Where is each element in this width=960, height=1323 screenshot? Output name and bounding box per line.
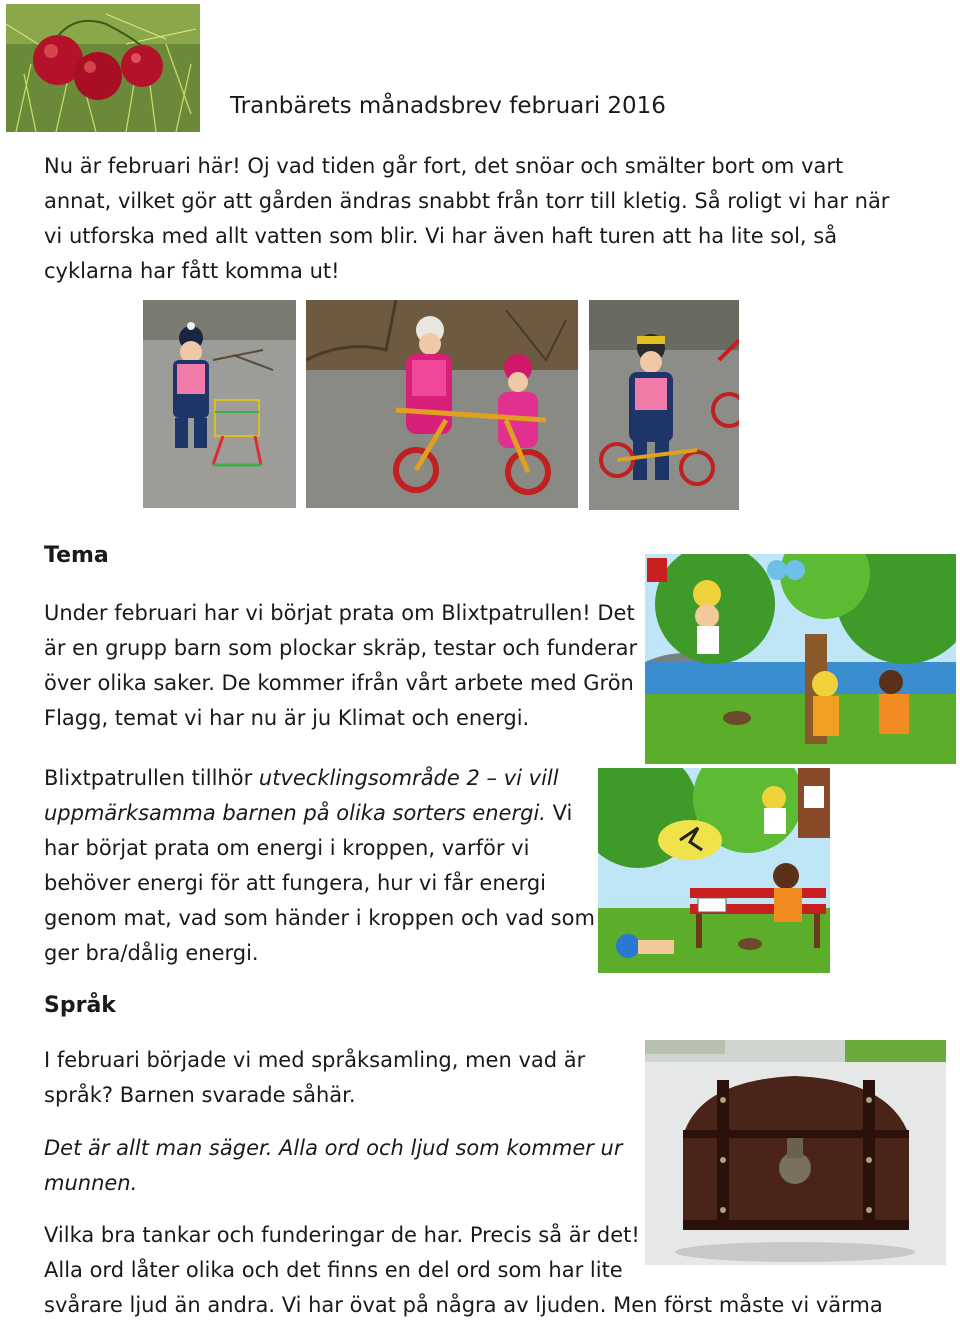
sprak-heading: Språk [44, 993, 116, 1018]
sprak-line: svårare ljud än andra. Vi har övat på några av ljuden. Men först måste vi värma [44, 1293, 883, 1317]
intro-line: annat, vilket gör att gården ändras snabbt från torr till kletig. Så roligt vi har när [44, 189, 890, 213]
page-title: Tranbärets månadsbrev februari 2016 [230, 93, 666, 119]
tema-paragraph-2 [44, 761, 595, 971]
sprak-quote [44, 1131, 623, 1201]
sprak-line: språk? Barnen svarade såhär. [44, 1083, 356, 1107]
cranberry-photo [6, 4, 200, 132]
tema-heading: Tema [44, 543, 109, 568]
tema-line: har börjat prata om energi i kroppen, varför vi [44, 836, 530, 860]
blixtpatrullen-illustration-2 [598, 768, 830, 973]
intro-line: Nu är februari här! Oj vad tiden går fort, det snöar och smälter bort om vart [44, 154, 844, 178]
tema-line: över olika saker. De kommer ifrån vårt arbete med Grön [44, 671, 634, 695]
intro-line: vi utforska med allt vatten som blir. Vi har även haft turen att ha lite sol, så [44, 224, 838, 248]
blixtpatrullen-illustration-1 [645, 554, 956, 764]
tema-line: Flagg, temat vi har nu är ju Klimat och energi. [44, 706, 530, 730]
tema-p2-line-2: uppmärksamma barnen på olika sorters energi. Vi [44, 801, 573, 825]
sprak-paragraph-1 [44, 1043, 585, 1113]
tema-line: är en grupp barn som plockar skräp, testar och funderar [44, 636, 638, 660]
intro-line: cyklarna har fått komma ut! [44, 259, 340, 283]
treasure-chest-photo [645, 1040, 946, 1265]
sprak-line: Alla ord låter olika och det finns en del ord som har lite [44, 1258, 623, 1282]
tema-p2-line-1: Blixtpatrullen tillhör utvecklingsområde 2 – vi vill [44, 766, 559, 790]
quote-line: Det är allt man säger. Alla ord och ljud som kommer ur [44, 1136, 623, 1160]
tema-line: behöver energi för att fungera, hur vi får energi [44, 871, 547, 895]
tema-line: ger bra/dålig energi. [44, 941, 259, 965]
tema-line: genom mat, vad som händer i kroppen och vad som [44, 906, 595, 930]
tema-paragraph-1 [44, 596, 637, 736]
tema-line: Under februari har vi börjat prata om Blixtpatrullen! Det [44, 601, 635, 625]
sprak-line: Vilka bra tankar och funderingar de har. Precis så är det! [44, 1223, 640, 1247]
quote-line: munnen. [44, 1171, 138, 1195]
sprak-line: I februari började vi med språksamling, men vad är [44, 1048, 586, 1072]
children-bike-photo [306, 300, 578, 508]
child-cart-photo [143, 300, 296, 508]
child-tricycle-photo [589, 300, 739, 510]
intro-paragraph [44, 149, 889, 289]
